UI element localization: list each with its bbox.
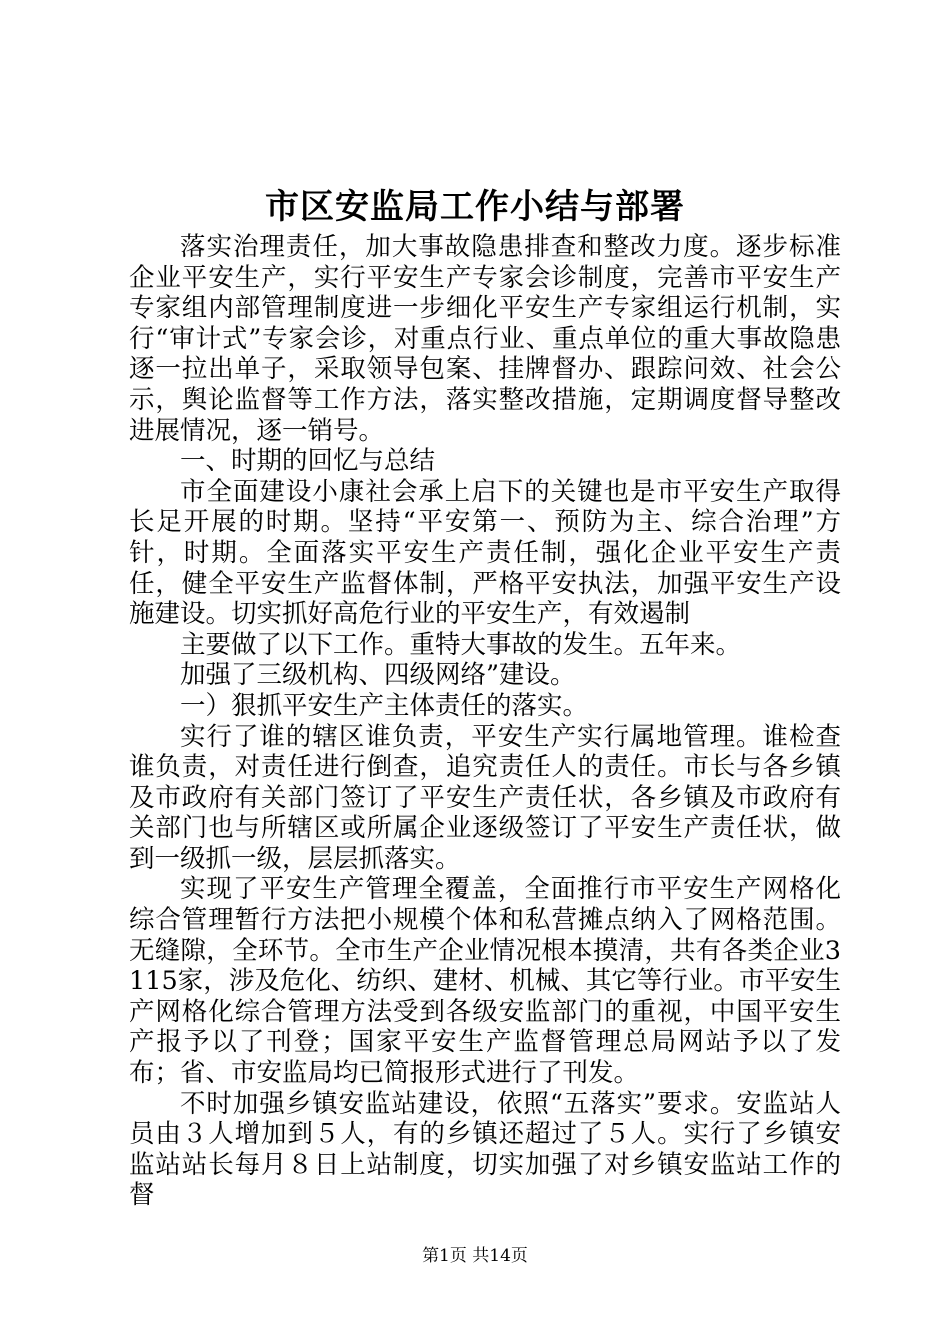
paragraph-4: 加强了三级机构、四级网络”建设。: [180, 660, 576, 691]
paragraph-5: 实行了谁的辖区谁负责，平安生产实行属地管理。谁检查谁负责，对责任进行倒查，追究责任人的责任。市长与各乡镇及市政府有关部门签订了平安生产责任状，各乡镇及市政府有关部门也与所辖区或所属企业逐级签订了平安生产责任状，做到一级抓一级，层层抓落实。: [129, 721, 841, 874]
section-heading-1: 一、时期的回忆与总结: [180, 446, 436, 477]
paragraph-2: 市全面建设小康社会承上启下的关键也是市平安生产取得长足开展的时期。坚持“平安第一、预防为主、综合治理”方针，时期。全面落实平安生产责任制，强化企业平安生产责任，健全平安生产监督体制，严格平安执法，加强平安生产设施建设。切实抓好高危行业的平安生产，有效遏制: [129, 476, 841, 630]
paragraph-3: 主要做了以下工作。重特大事故的发生。五年来。: [180, 629, 742, 660]
page-footer: 第1页 共14页: [422, 1246, 528, 1266]
paragraph-7: 不时加强乡镇安监站建设，依照“五落实”要求。安监站人员由３人增加到５人，有的乡镇还超过了５人。实行了乡镇安监站站长每月８日上站制度，切实加强了对乡镇安监站工作的督: [129, 1088, 841, 1211]
document-title: 市区安监局工作小结与部署: [265, 187, 685, 227]
subsection-heading-1: 一）狠抓平安生产主体责任的落实。: [180, 690, 589, 721]
document-body: [129, 232, 841, 1211]
paragraph-1: 落实治理责任，加大事故隐患排查和整改力度。逐步标准企业平安生产，实行平安生产专家会诊制度，完善市平安生产专家组内部管理制度进一步细化平安生产专家组运行机制，实行“审计式”专家会诊，对重点行业、重点单位的重大事故隐患逐一拉出单子，采取领导包案、挂牌督办、跟踪问效、社会公示，舆论监督等工作方法，落实整改措施，定期调度督导整改进展情况，逐一销号。: [129, 232, 841, 446]
paragraph-6: 实现了平安生产管理全覆盖，全面推行市平安生产网格化综合管理暂行方法把小规模个体和私营摊点纳入了网格范围。无缝隙，全环节。全市生产企业情况根本摸清，共有各类企业3115家，涉及危化、纺织、建材、机械、其它等行业。市平安生产网格化综合管理方法受到各级安监部门的重视，中国平安生产报予以了刊登；国家平安生产监督管理总局网站予以了发布；省、市安监局均已简报形式进行了刊发。: [129, 874, 841, 1089]
